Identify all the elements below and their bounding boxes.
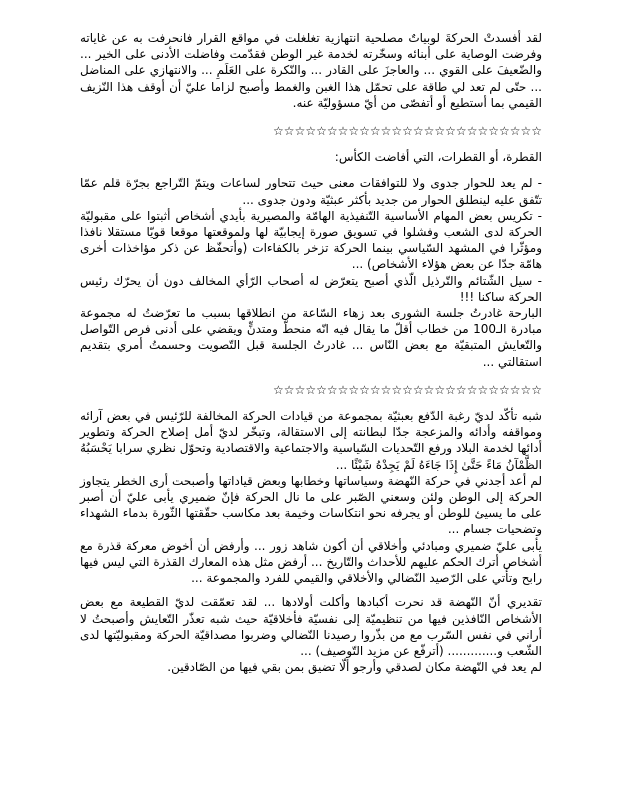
spacer	[80, 586, 542, 594]
fate-paragraph: لم أعد أجدني في حركة النّهضة وسياساتها وخطابها وبعض قياداتها وأصبحت أرى الخطر يتجاوز الحركة إلى الوطن ولئن وسعني الصّبر على ما نال الحركة فإنّ ضميري يأبى عليّ أن أصبر على ما يسيئ للوطن أو يجرفه نحو انتكاسات وخيمة بعد مكاسب حقّقتها الثّورة بدماء الشهداء وتضحيات جسام ...	[80, 473, 542, 537]
section-heading: القطرة، أو القطرات، التي أفاضت الكأس:	[334, 150, 542, 165]
estimate-paragraph: تقديري أنّ النّهضة قد نحرت أكبادها وأكلت أولادها ... لقد تعمّقت لديّ القطيعة مع بعض الأشخاص النّافذين فيها من تنظيميّة إلى نفسيّة فأخلاقيّة حيث شبه تعذّر التّعايش وأصبحتُ لا أراني في نفس السّرب مع من بذّروا رصيدنا النّضالي وضربوا مصداقيّة الحركة ومقبوليّتها لدى الشّعب و............. (أترفّع عن مزيد التّوصيف) ...	[80, 595, 542, 658]
final-paragraph: لم يعد في النّهضة مكان لصدقي وأرجو ألّا تضيق بمن بقي فيها من الصّادقين.	[167, 660, 542, 675]
vote-paragraph: البارحة غادرتُ جلسة الشورى بعد زهاء السّاعة من انطلاقها بسبب ما تعرّضتُ له مجموعة مبادرة الـ100 من خطاب أقلّ ما يقال فيه انّه منحطّ ومتدنٍّ ويقضي على أدنى فرص التّواصل والتّعايش المتبقيّة مع بعض النّاس ... غادرتُ الجلسة قبل التّصويت وحسمتُ أمري بتقديم استقالتي ...	[80, 306, 542, 369]
doubt-paragraph: شبه تأكّد لديّ رغبة الدّفع بعبثيّة بمجموعة من قيادات الحركة المخالفة للرّئيس في بعض آرائه ومواقفه وأدائه والمزعجة جدّا لبطانته إلى الاستقالة، وتبخّر لديّ أمل إصلاح الحركة وتطوير أدائها لخدمة البلاد ورفع التّحديات السّياسية والاجتماعية والاقتصادية وتحوّل نظري سرابا يَحْسَبُهُ الظَّمْآنُ مَاءً حَتَّىٰ إِذَا جَاءَهُ لَمْ يَجِدْهُ شَيْئًا ...	[80, 409, 542, 472]
intro-paragraph: لقد أفسدتْ الحركةَ لوبياتٌ مصلحية انتهازية تغلغلت في مواقع القرار فانحرفت به عن غاياته وفرضت الوصاية على أبنائه وسخّرته لخدمة غير الوطن فقدّمت وفاضلت الأدنى على الخير ... والضّعيفَ على القوي ... والعاجزَ على القادر ... والنّكرة على العَلَمِ ... والانتهازي على المناضل ... حتّى لم تعد لي طاقة على تحمّل هذا الغبن والغمط وأصبح لزاما عليّ أن أوقف هذا النّزيف القيمي بما أستطيع أو أتفصّى من أيّ مسؤوليّة عنه.	[80, 31, 542, 110]
conscience-paragraph: يأبى عليّ ضميري ومبادئي وأخلاقي أن أكون شاهد زور ... وأرفض أن أخوض معركة قذرة مع أشخاص أترك الحكم عليهم للأحداث والتّاريخ ... أرفض مثل هذه المعارك القذرة التي ليس فيها رابح وتأتي على الرّصيد النّضالي والأخلاقي والقيمي للفرد والمجموعة ...	[80, 538, 542, 586]
star-separator: ☆☆☆☆☆☆☆☆☆☆☆☆☆☆☆☆☆☆☆☆☆☆☆☆☆	[273, 124, 542, 139]
bullet-insults: - سيل الشّتائم والتّرذيل الّذي أصبح يتعرّض له أصحاب الرّأي المخالف دون أن يحرّك رئيس الحركة ساكنا !!!	[80, 273, 542, 304]
bullet-dialogue: - لم يعد للحوار جدوى ولا للتوافقات معنى حيث تتحاور لساعات ويتمّ التّراجع بجرّة قلم عمّا تتّفق عليه لينطلق الحوار من جديد بأكثر عبثيّة ودون جدوى ...	[80, 176, 542, 207]
star-separator: ☆☆☆☆☆☆☆☆☆☆☆☆☆☆☆☆☆☆☆☆☆☆☆☆☆	[273, 382, 542, 397]
bullet-tasks: - تكريس بعض المهام الأساسية التّنفيذية الهامّة والمصيرية بأيدي أشخاص أثبتوا على مقبوليّة الحركة لدى الشعب وفشلوا في تسويق صورة إيجابيّة لها ولموقعتها موقعا قويّا مستقلا نافذا ومؤثّرا في المشهد السّياسي بينما الحركة تزخر بالكفاءات (وأتحفّظ عن ذكر مؤاخذات أخرى هامّة جدّا عن بعض هؤلاء الأشخاص) ...	[80, 208, 542, 272]
